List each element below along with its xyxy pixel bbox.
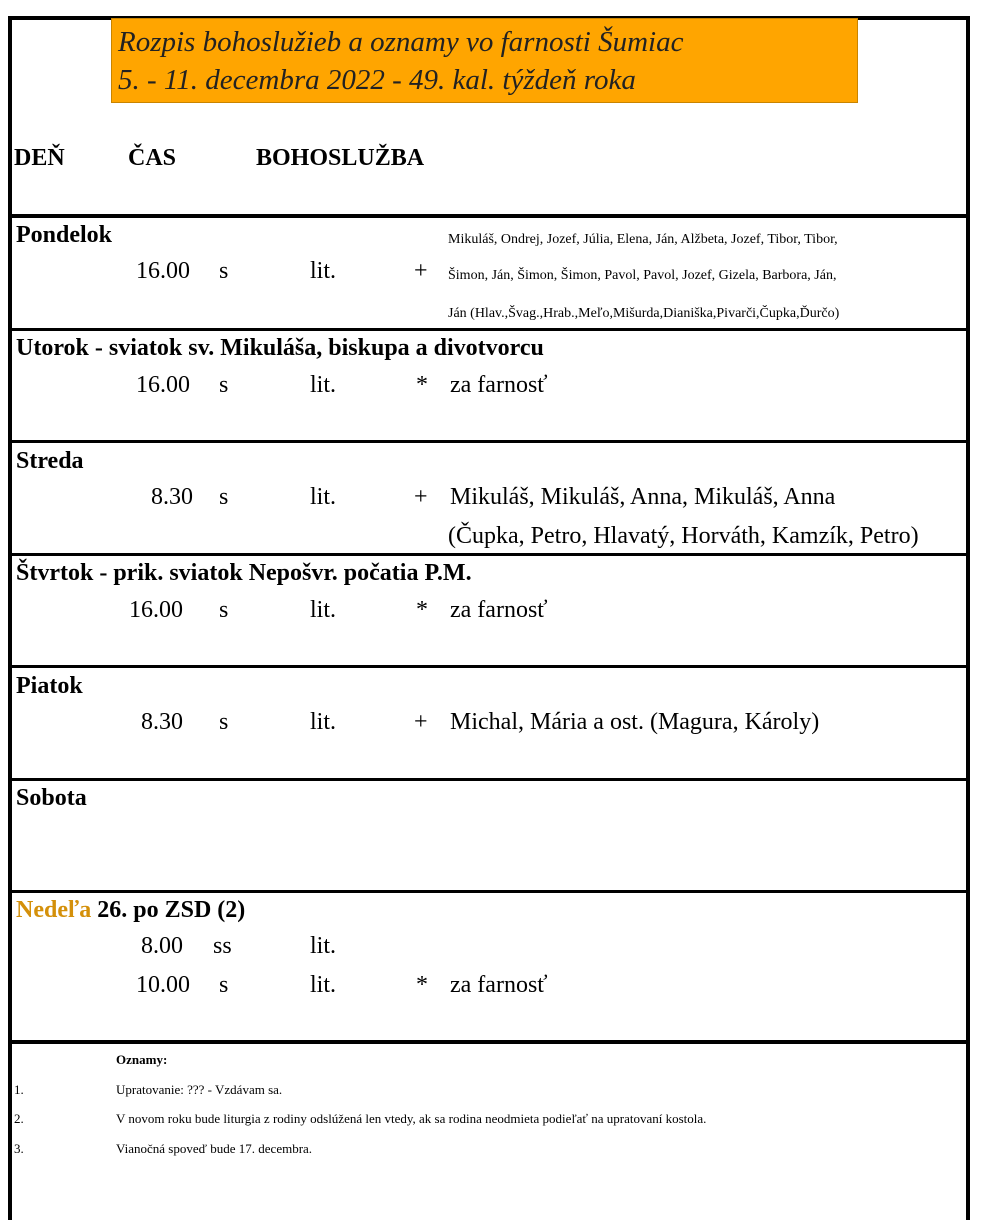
entry-liturgy: lit. xyxy=(310,709,337,735)
entry-liturgy: lit. xyxy=(310,484,337,510)
divider xyxy=(8,1040,970,1044)
entry-intent: za farnosť xyxy=(450,972,548,998)
divider xyxy=(8,214,970,218)
day-title-saturday: Sobota xyxy=(16,785,87,811)
entry-time: 16.00 xyxy=(136,372,190,398)
entry-symbol: * xyxy=(416,972,428,998)
notice-text: Upratovanie: ??? - Vzdávam sa. xyxy=(116,1082,283,1097)
entry-type: ss xyxy=(213,933,232,959)
entry-type: s xyxy=(219,372,229,398)
day-title-wednesday: Streda xyxy=(16,448,84,474)
intent-line: Ján (Hlav.,Švag.,Hrab.,Meľo,Mišurda,Dianiška,Pivarči,Čupka,Ďurčo) xyxy=(448,306,840,321)
entry-type: s xyxy=(219,972,229,998)
title-line-1: Rozpis bohoslužieb a oznamy vo farnosti Šumiac xyxy=(118,26,684,58)
entry-time: 8.30 xyxy=(151,484,193,510)
intent-line: Mikuláš, Ondrej, Jozef, Júlia, Elena, Ján, Alžbeta, Jozef, Tibor, Tibor, xyxy=(448,232,838,247)
entry-liturgy: lit. xyxy=(310,597,337,623)
entry-liturgy: lit. xyxy=(310,258,337,284)
notice-text: Vianočná spoveď bude 17. decembra. xyxy=(116,1141,313,1156)
sunday-title: 26. po ZSD (2) xyxy=(97,897,246,923)
divider xyxy=(8,440,970,443)
entry-time: 8.30 xyxy=(141,709,183,735)
title-line-2: 5. - 11. decembra 2022 - 49. kal. týždeň roka xyxy=(118,64,636,96)
entry-time: 16.00 xyxy=(129,597,183,623)
header-time: ČAS xyxy=(128,145,177,171)
entry-time: 10.00 xyxy=(136,972,190,998)
notices-heading: Oznamy: xyxy=(116,1052,168,1067)
intent-line: (Čupka, Petro, Hlavatý, Horváth, Kamzík, Petro) xyxy=(448,523,919,549)
entry-liturgy: lit. xyxy=(310,972,337,998)
header-service: BOHOSLUŽBA xyxy=(256,145,425,171)
day-title-tuesday: Utorok - sviatok sv. Mikuláša, biskupa a divotvorcu xyxy=(16,335,544,361)
divider xyxy=(8,553,970,556)
divider xyxy=(8,328,970,331)
notice-number: 2. xyxy=(14,1111,24,1126)
divider xyxy=(8,665,970,668)
entry-liturgy: lit. xyxy=(310,933,337,959)
sunday-label: Nedeľa xyxy=(16,897,92,923)
notice-number: 3. xyxy=(14,1141,24,1156)
divider xyxy=(8,778,970,781)
entry-liturgy: lit. xyxy=(310,372,337,398)
intent-line: Šimon, Ján, Šimon, Šimon, Pavol, Pavol, Jozef, Gizela, Barbora, Ján, xyxy=(448,268,837,283)
entry-type: s xyxy=(219,597,229,623)
divider xyxy=(8,890,970,893)
notice-number: 1. xyxy=(14,1082,24,1097)
entry-time: 16.00 xyxy=(136,258,190,284)
day-title-thursday: Štvrtok - prik. sviatok Nepošvr. počatia P.M. xyxy=(16,560,472,586)
intent-line: Mikuláš, Mikuláš, Anna, Mikuláš, Anna xyxy=(450,484,836,510)
day-title-sunday xyxy=(16,897,245,924)
entry-intent: za farnosť xyxy=(450,597,548,623)
entry-intent: Michal, Mária a ost. (Magura, Károly) xyxy=(450,709,820,735)
entry-symbol: * xyxy=(416,372,428,398)
entry-symbol: + xyxy=(414,484,428,510)
day-title-monday: Pondelok xyxy=(16,222,113,248)
entry-symbol: * xyxy=(416,597,428,623)
entry-symbol: + xyxy=(414,709,428,735)
title-banner xyxy=(111,18,858,103)
day-title-friday: Piatok xyxy=(16,673,83,699)
entry-type: s xyxy=(219,709,229,735)
entry-time: 8.00 xyxy=(141,933,183,959)
notice-text: V novom roku bude liturgia z rodiny odslúžená len vtedy, ak sa rodina neodmieta podieľať na upratovaní kostola. xyxy=(116,1111,707,1126)
entry-symbol: + xyxy=(414,258,428,284)
header-day: DEŇ xyxy=(14,145,65,171)
entry-type: s xyxy=(219,258,229,284)
entry-type: s xyxy=(219,484,229,510)
entry-intent: za farnosť xyxy=(450,372,548,398)
